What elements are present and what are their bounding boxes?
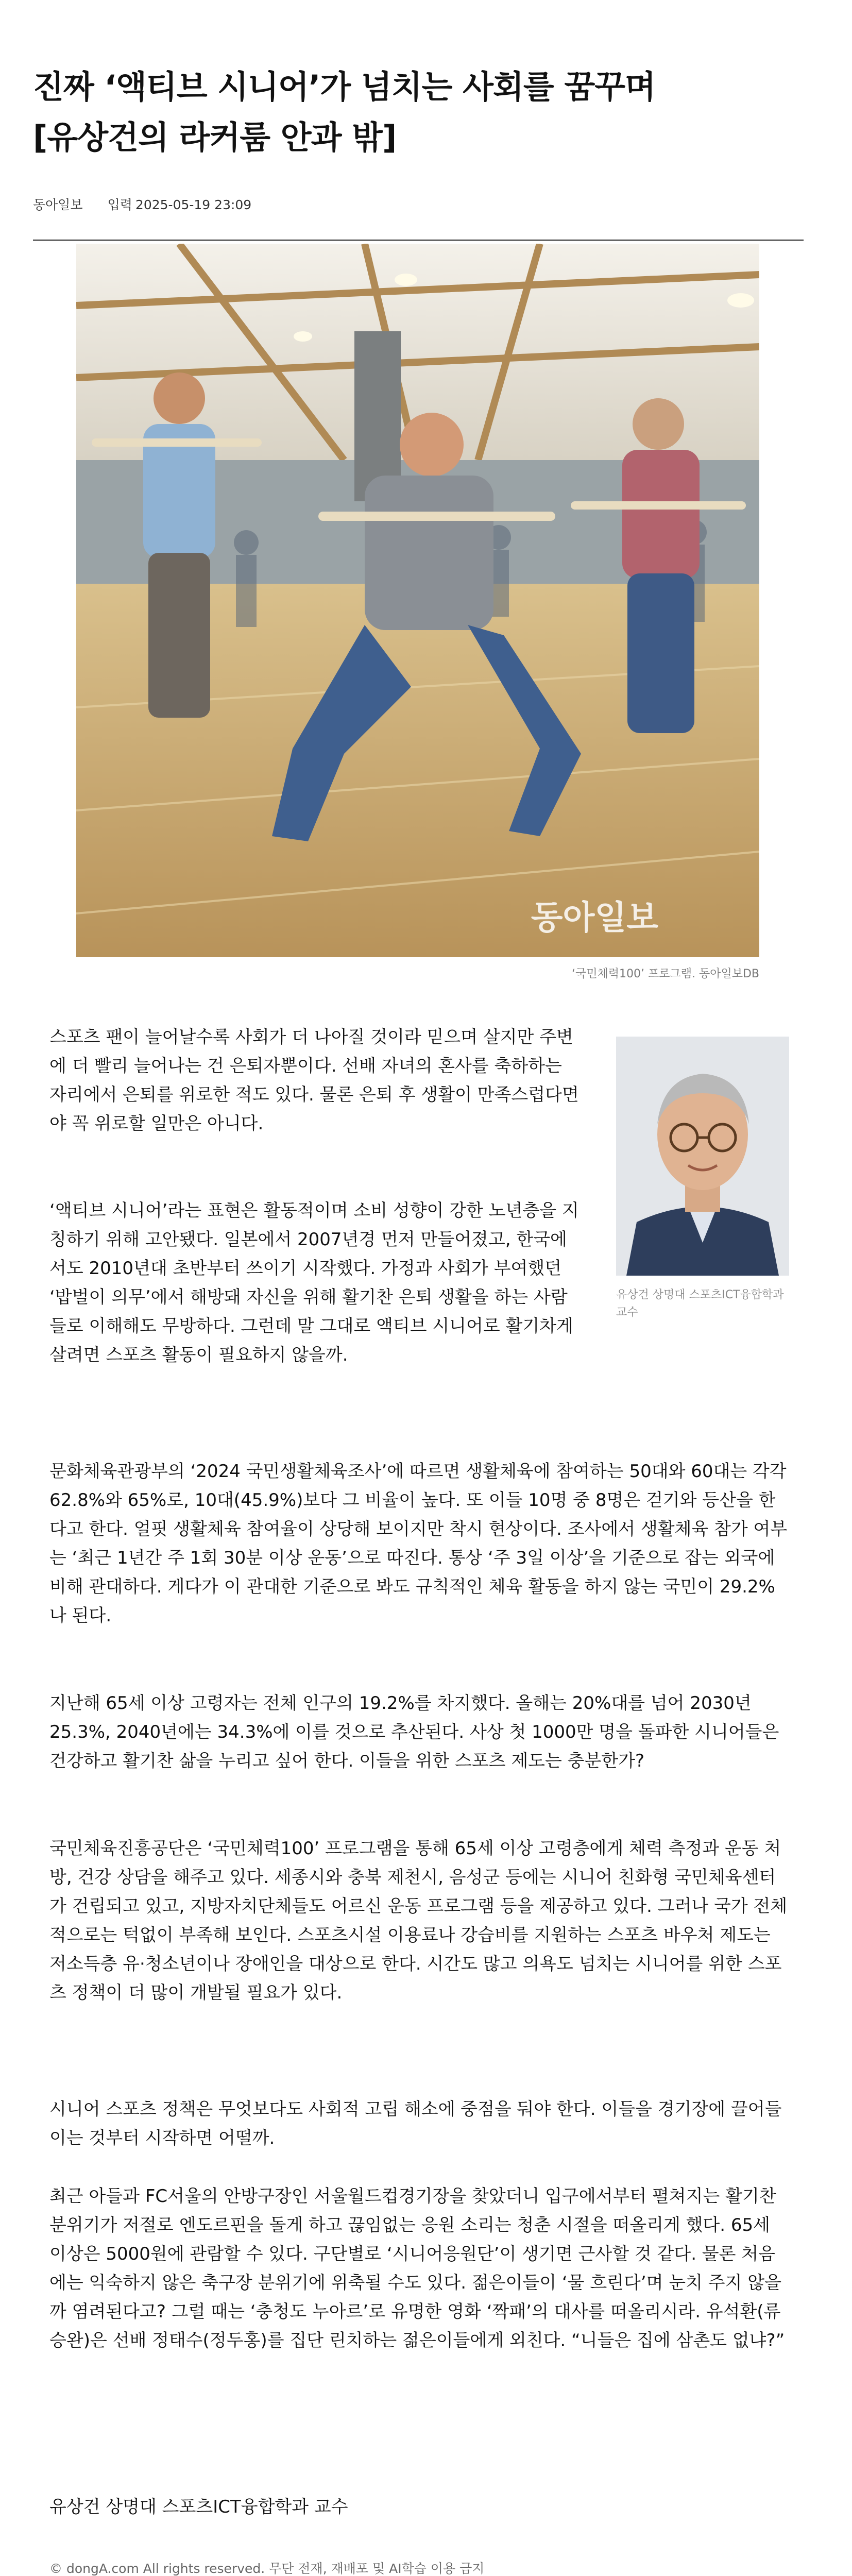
article-title	[33, 62, 785, 163]
article-meta	[33, 195, 251, 213]
article-title-line1: 진짜 ‘액티브 시니어’가 넘치는 사회를 꿈꾸며	[33, 68, 656, 106]
paragraph: 국민체육진흥공단은 ‘국민체력100’ 프로그램을 통해 65세 이상 고령층에게 체력 측정과 운동 처방, 건강 상담을 해주고 있다. 세종시와 충북 제천시, 음성군 등에는 시니어 친화형 국민체육센터가 건립되고 있고, 지방자치단체들도 어르신 운동 프로그램 등을 제공하고 있다. 그러나 국가 전체적으로는 턱없이 부족해 보인다. 스포츠시설 이용료나 강습비를 지원하는 스포츠 바우처 제도는 저소득층 유·청소년이나 장애인을 대상으로 한다. 시간도 많고 의욕도 넘치는 시니어를 위한 스포츠 정책이 더 많이 개발될 필요가 있다.	[49, 1838, 788, 2003]
author-byline: 유상건 상명대 스포츠ICT융합학과 교수	[49, 2497, 348, 2517]
article-title-line2: [유상건의 라커룸 안과 밖]	[33, 118, 397, 156]
paragraph: 시니어 스포츠 정책은 무엇보다도 사회적 고립 해소에 중점을 둬야 한다. 이들을 경기장에 끌어들이는 것부터 시작하면 어떨까.	[49, 2099, 782, 2148]
author-photo-caption: 유상건 상명대 스포츠ICT융합학과 교수	[616, 1289, 784, 1319]
hero-photo-illustration	[76, 244, 759, 957]
paragraph: 최근 아들과 FC서울의 안방구장인 서울월드컵경기장을 찾았더니 입구에서부터 펼쳐지는 활기찬 분위기가 저절로 엔도르핀을 돌게 하고 끊임없는 응원 소리는 청춘 시절을 떠올리게 했다. 65세 이상은 5000원에 관람할 수 있다. 구단별로 ‘시니어응원단’이 생기면 근사할 것 같다. 물론 처음에는 익숙하지 않은 축구장 분위기에 위축될 수도 있다. 젊은이들이 ‘물 흐린다’며 눈치 주지 않을까 염려된다고? 그럴 때는 ‘충청도 누아르’로 유명한 영화 ‘짝패’의 대사를 떠올리시라. 유석환(류승완)은 선배 정태수(정두홍)를 집단 린치하는 젊은이들에게 외친다. “니들은 집에 삼촌도 없냐?”	[49, 2186, 785, 2351]
paragraph: 지난해 65세 이상 고령자는 전체 인구의 19.2%를 차지했다. 올해는 20%대를 넘어 2030년 25.3%, 2040년에는 34.3%에 이를 것으로 추산된다. 사상 첫 1000만 명을 돌파한 시니어들은 건강하고 활기찬 삶을 누리고 싶어 한다. 이들을 위한 스포츠 제도는 충분한가?	[49, 1693, 779, 1771]
author-portrait	[616, 1037, 789, 1276]
publish-date	[108, 195, 252, 213]
publish-date-value: 2025-05-19 23:09	[135, 197, 252, 212]
header-divider	[33, 240, 804, 241]
publish-date-label: 입력	[107, 197, 132, 212]
source-name[interactable]: 동아일보	[33, 197, 83, 212]
hero-photo	[76, 244, 759, 957]
paragraph: 문화체육관광부의 ‘2024 국민생활체육조사’에 따르면 생활체육에 참여하는 50대와 60대는 각각 62.8%와 65%로, 10대(45.9%)보다 그 비율이 높다. 또 이들 10명 중 8명은 걷기와 등산을 한다고 한다. 얼핏 생활체육 참여율이 상당해 보이지만 착시 현상이다. 조사에서 생활체육 참가 여부는 ‘최근 1년간 주 1회 30분 이상 운동’으로 따진다. 통상 ‘주 3일 이상’을 기준으로 잡는 외국에 비해 관대하다. 게다가 이 관대한 기준으로 봐도 규칙적인 체육 활동을 하지 않는 국민이 29.2%나 된다.	[49, 1461, 788, 1626]
hero-caption: ‘국민체력100’ 프로그램. 동아일보DB	[571, 968, 759, 980]
paragraph: 스포츠 팬이 늘어날수록 사회가 더 나아질 것이라 믿으며 살지만 주변에 더 빨리 늘어나는 건 은퇴자뿐이다. 선배 자녀의 혼사를 축하하는 자리에서 은퇴를 위로한 적도 있다. 물론 은퇴 후 생활이 만족스럽다면야 꼭 위로할 일만은 아니다.	[49, 1027, 579, 1134]
watermark-text: 동아일보	[531, 899, 658, 937]
copyright-footer: © dongA.com All rights reserved. 무단 전재, 재배포 및 AI학습 이용 금지	[49, 2561, 485, 2576]
author-photo	[616, 1037, 789, 1276]
paragraph: ‘액티브 시니어’라는 표현은 활동적이며 소비 성향이 강한 노년층을 지칭하기 위해 고안됐다. 일본에서 2007년경 먼저 만들어졌고, 한국에서도 2010년대 초반부터 쓰이기 시작했다. 가정과 사회가 부여했던 ‘밥벌이 의무’에서 해방돼 자신을 위해 활기찬 은퇴 생활을 하는 사람들로 이해해도 무방하다. 그런데 말 그대로 액티브 시니어로 활기차게 살려면 스포츠 활동이 필요하지 않을까.	[49, 1200, 579, 1365]
